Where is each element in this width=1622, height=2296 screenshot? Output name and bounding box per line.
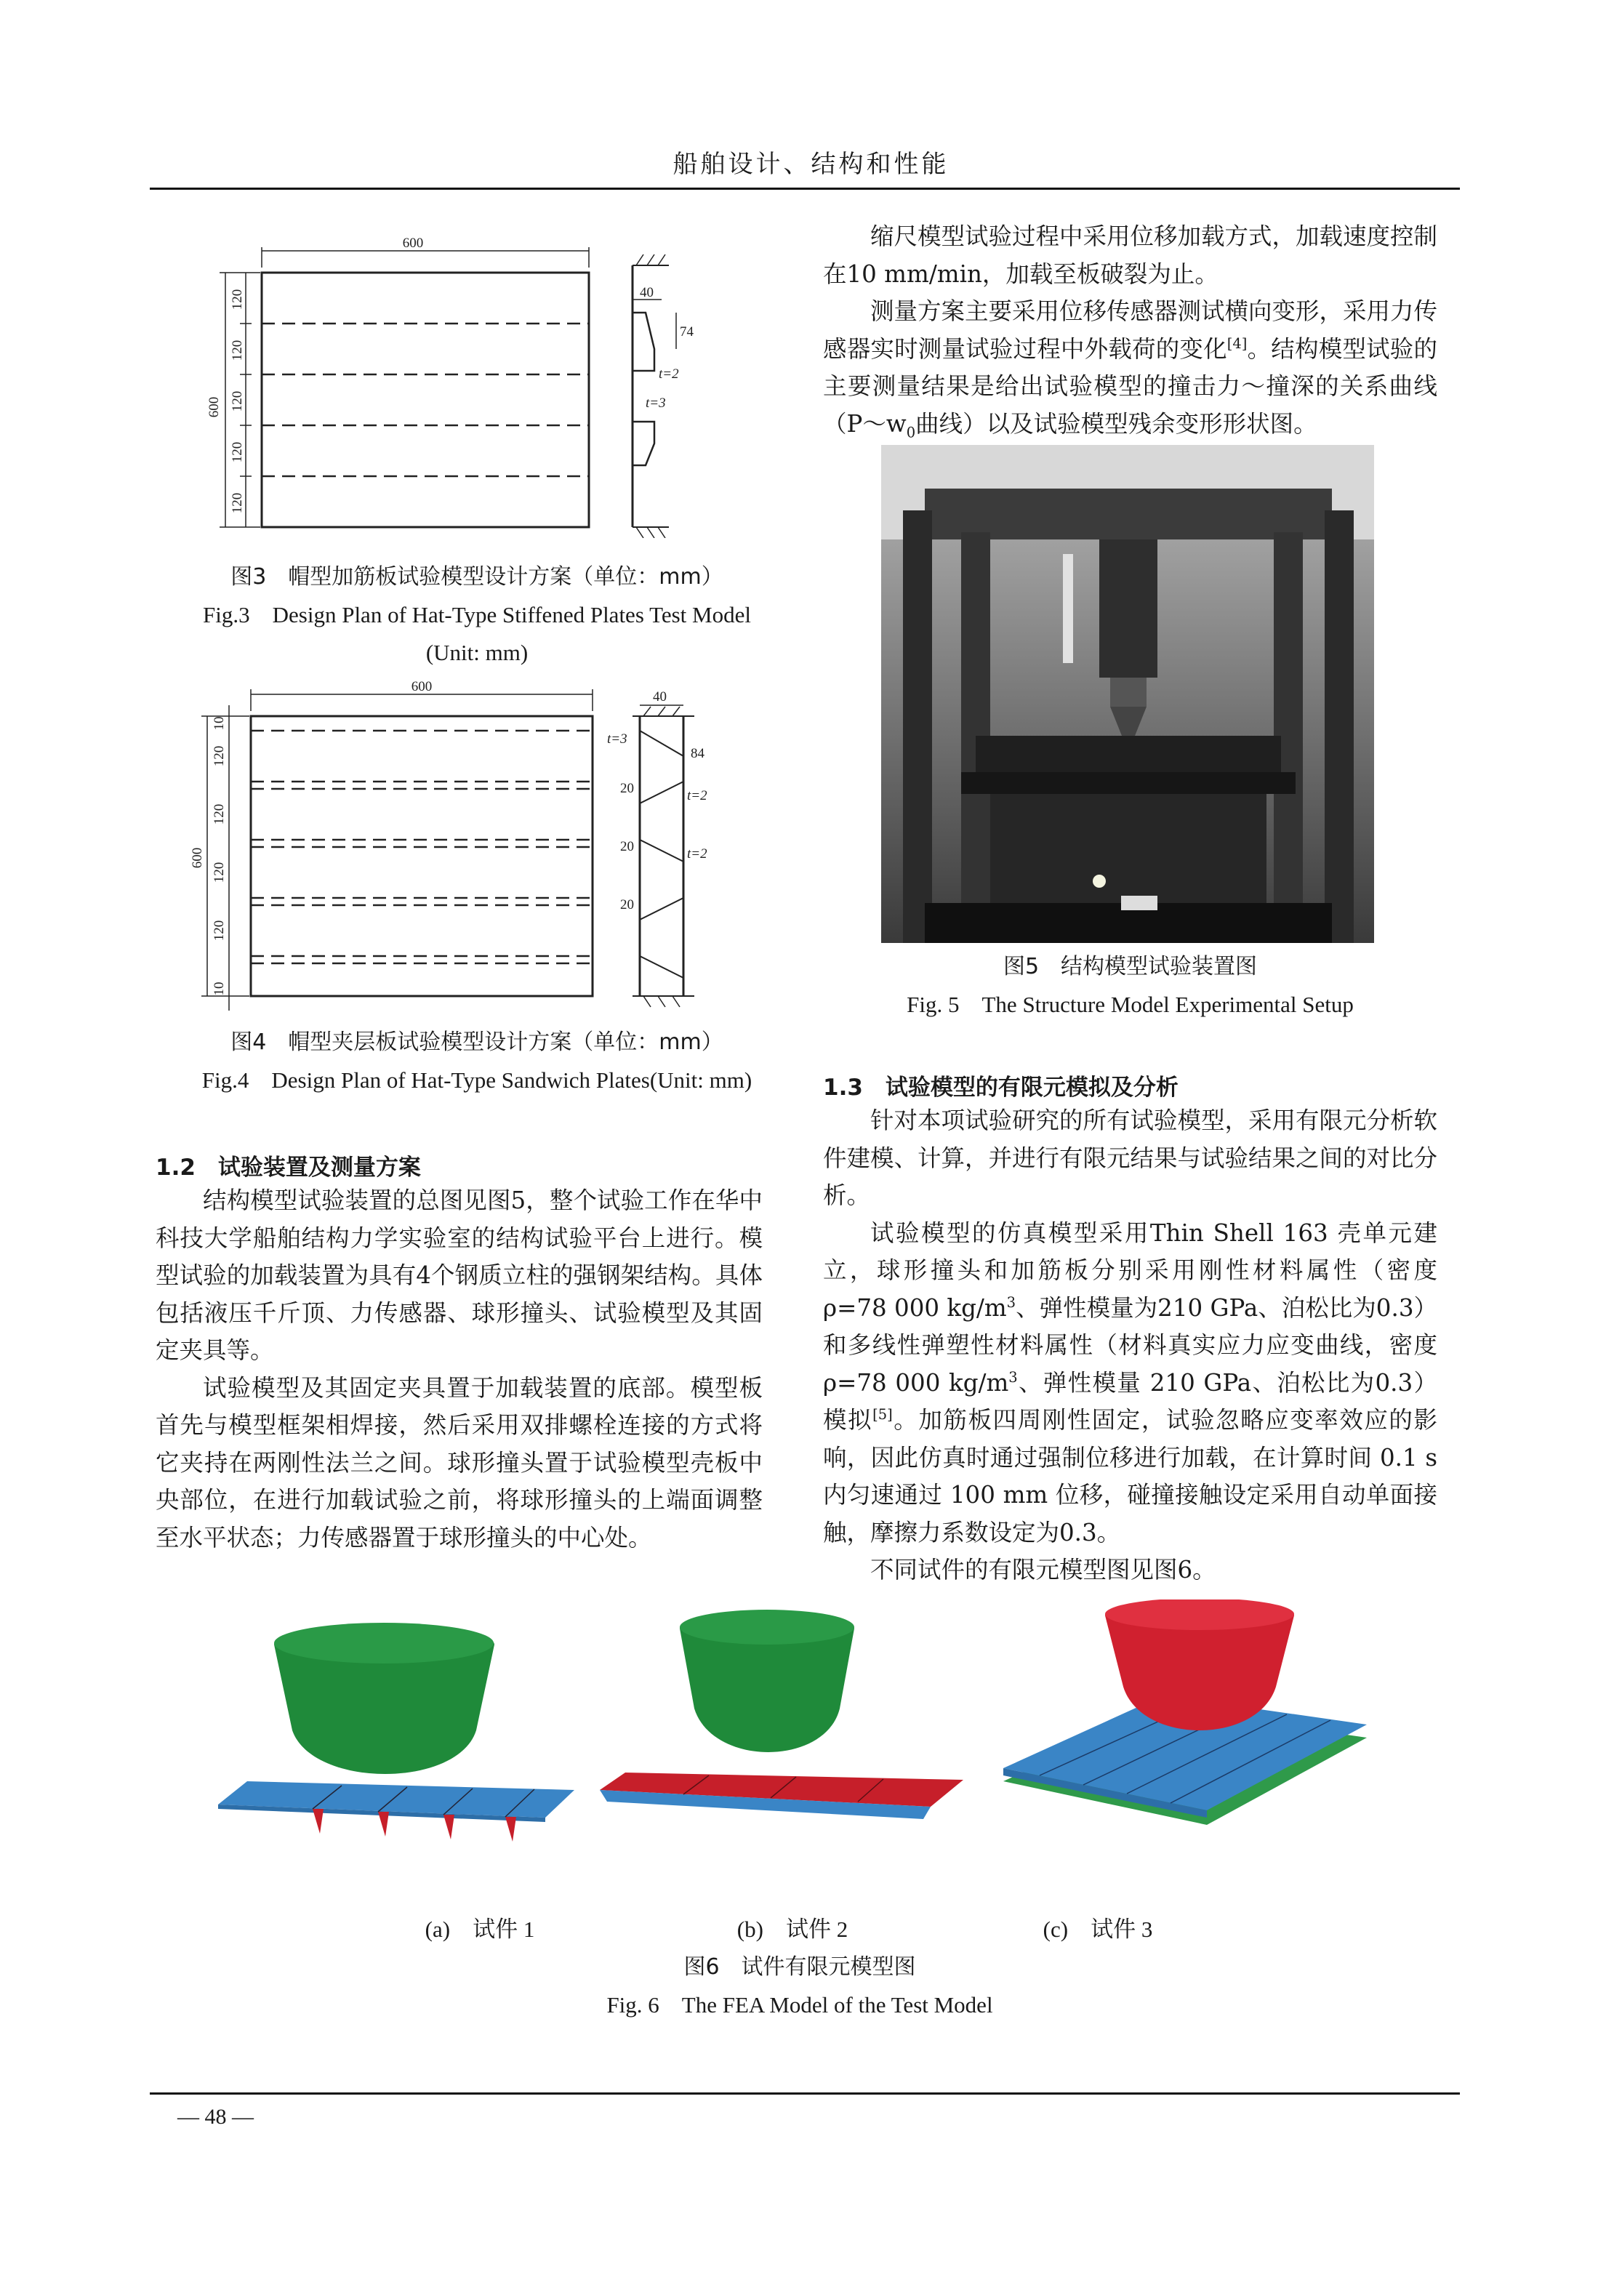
fig4-caption-en: Fig.4 Design Plan of Hat-Type Sandwich Plates(Unit: mm)	[201, 1067, 752, 1093]
section-heading-1-2: 1.2 试验装置及测量方案	[156, 1155, 421, 1181]
fig3-dim-top: 40	[640, 285, 654, 300]
fig6-model-b	[600, 1610, 963, 1819]
fig6-caption-cn: 图6 试件有限元模型图	[683, 1954, 916, 1980]
paragraph: 测量方案主要采用位移传感器测试横向变形，采用力传感器实时测量试验过程中外载荷的变化[4]。结构模型试验的主要测量结果是给出试验模型的撞击力～撞深的关系曲线（$P\sim w_0$曲线）以及试验模型残余变形形状图。	[823, 297, 1438, 441]
fig3-caption-en: Fig.3 Design Plan of Hat-Type Stiffened Plates Test Model	[203, 602, 751, 627]
fig6-sublabel-c: (c) 试件 3	[1043, 1916, 1153, 1942]
section-1-2-body	[156, 1182, 763, 1557]
fig4-dim-span: 120	[212, 745, 227, 767]
fig4-thickness-2: t=2	[687, 846, 707, 862]
fig4-dim-height: 600	[190, 847, 205, 869]
fig4-dim-gap: 20	[620, 897, 634, 912]
fig3-drawing	[196, 233, 756, 538]
fig4-dim-span: 120	[212, 803, 227, 825]
fig3-thickness-1: t=2	[659, 366, 679, 382]
fig6-model-c	[1003, 1599, 1367, 1825]
section-1-3-body	[823, 1102, 1437, 1589]
fig3-caption-cn: 图3 帽型加筋板试验模型设计方案（单位：mm）	[230, 564, 723, 590]
header-rule	[150, 188, 1460, 190]
fig6-sublabel-b: (b) 试件 2	[736, 1916, 848, 1942]
fig4-dim-top: 40	[653, 689, 667, 705]
running-header: 船舶设计、结构和性能	[673, 150, 949, 179]
paragraph: 针对本项试验研究的所有试验模型，采用有限元分析软件建模、计算，并进行有限元结果与试验结果之间的对比分析。	[823, 1107, 1438, 1209]
paragraph: 试验模型及其固定夹具置于加载装置的底部。模型板首先与模型框架相焊接，然后采用双排螺栓连接的方式将它夹持在两刚性法兰之间。球形撞头置于试验模型壳板中央部位，在进行加载试验之前，将球形撞头的上端面调整至水平状态；力传感器置于球形撞头的中心处。	[156, 1373, 763, 1552]
section-heading-1-3: 1.3 试验模型的有限元模拟及分析	[823, 1075, 1179, 1101]
fig4-dim-gap: 20	[620, 839, 634, 854]
fig4-dim-span: 120	[212, 862, 227, 883]
fig4-dim-span: 120	[212, 920, 227, 942]
fig6-caption-en: Fig. 6 The FEA Model of the Test Model	[606, 1992, 993, 2018]
fig4-caption-cn: 图4 帽型夹层板试验模型设计方案（单位：mm）	[230, 1029, 723, 1055]
fig3-dim-span: 120	[230, 340, 245, 361]
fig5-caption-en: Fig. 5 The Structure Model Experimental Setup	[907, 992, 1354, 1017]
paragraph: 缩尺模型试验过程中采用位移加载方式，加载速度控制在10 mm/min，加载至板破裂为止。	[823, 222, 1438, 288]
fig5-photo	[881, 445, 1374, 943]
fig4-dim-gap: 20	[620, 781, 634, 796]
fig3-caption-en-2: (Unit: mm)	[425, 640, 529, 665]
fig4-dim-width: 600	[411, 679, 433, 694]
footer-rule	[150, 2092, 1460, 2095]
right-column-intro	[823, 218, 1437, 443]
fig4-dim-edge: 10	[212, 982, 227, 996]
fig5-caption-cn: 图5 结构模型试验装置图	[1003, 954, 1258, 979]
fig4-drawing	[185, 676, 760, 1018]
paragraph: 试验模型的仿真模型采用Thin Shell 163 壳单元建立，球形撞头和加筋板分别采用刚性材料属性（密度 ρ=78 000 $kg/m^3$、弹性模量为210 GPa、泊松比为0.3）和多线性弹塑性材料属性（材料真实应力应变曲线，密度ρ=78 000 $kg/m^3$、弹性模量 210 GPa、泊松比为0.3）模拟[5]。加筋板四周刚性固定，试验忽略应变率效应的影响，因此仿真时通过强制位移进行加载，在计算时间 0.1 s 内匀速通过 100 mm 位移，碰撞接触设定采用自动单面接触，摩擦力系数设定为0.3。	[823, 1219, 1437, 1546]
fig4-thickness-1: t=3	[607, 731, 627, 747]
fig6-model-a	[218, 1623, 574, 1842]
fig3-dim-depth: 74	[680, 324, 694, 340]
fig3-dim-span: 120	[230, 492, 245, 514]
fig3-dim-span: 120	[230, 441, 245, 463]
paragraph: 结构模型试验装置的总图见图5，整个试验工作在华中科技大学船舶结构力学实验室的结构试验平台上进行。模型试验的加载装置为具有4个钢质立柱的强钢架结构。具体包括液压千斤顶、力传感器、球形撞头、试验模型及其固定夹具等。	[156, 1187, 763, 1364]
fig6-sublabel-a: (a) 试件 1	[425, 1916, 535, 1942]
fig4-dim-edge: 10	[212, 716, 227, 731]
fig3-dim-width: 600	[402, 236, 424, 251]
fig3-dim-height: 600	[206, 396, 222, 418]
paragraph: 不同试件的有限元模型图见图6。	[870, 1556, 1216, 1583]
fig6-models	[204, 1599, 1396, 1919]
fig3-dim-span: 120	[230, 390, 245, 412]
fig3-thickness-2: t=3	[646, 396, 666, 411]
page-number: — 48 —	[177, 2105, 254, 2129]
fig4-dim-depth: 84	[691, 746, 704, 761]
fig3-dim-span: 120	[230, 289, 245, 310]
fig4-thickness-2: t=2	[687, 788, 707, 803]
